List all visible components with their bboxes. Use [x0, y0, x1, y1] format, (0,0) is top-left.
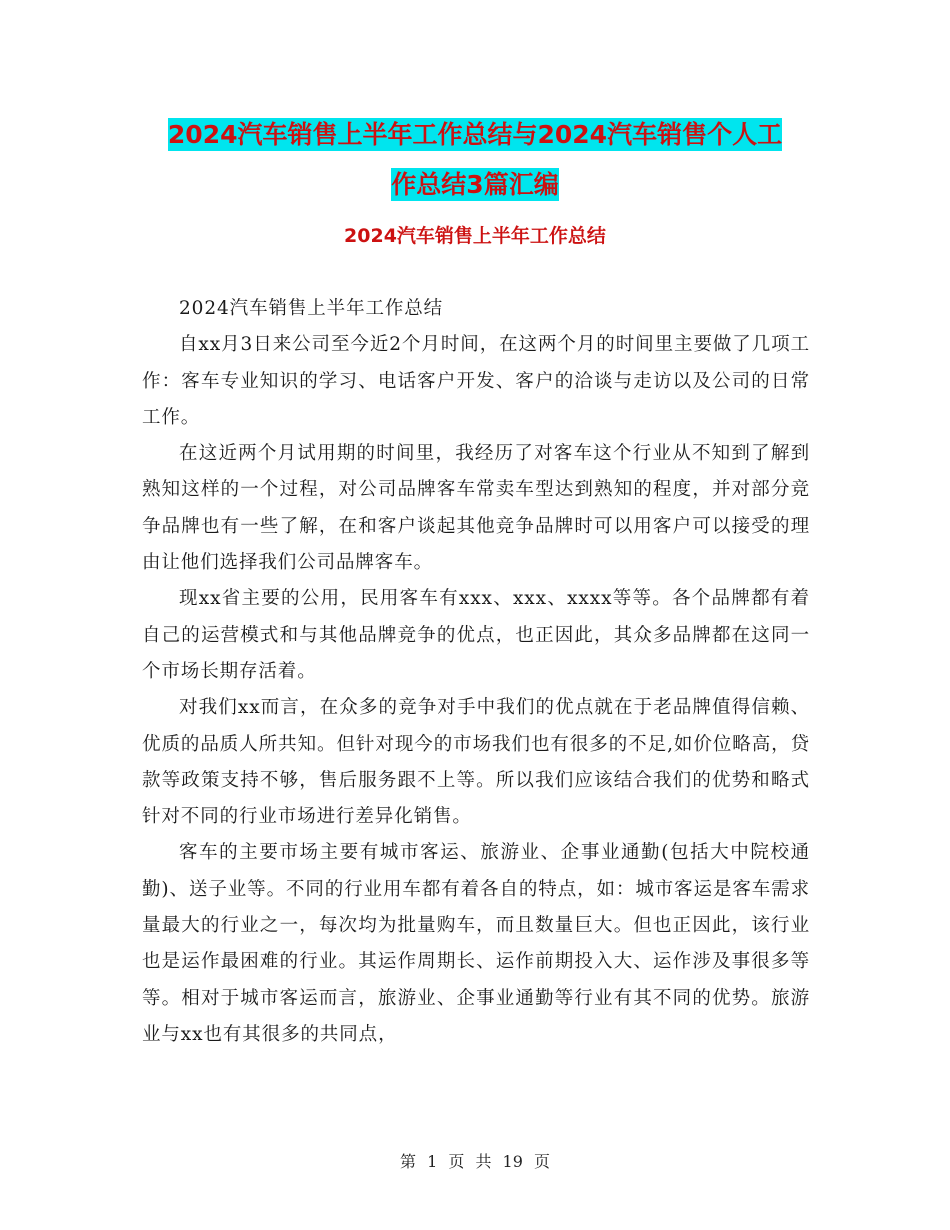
- paragraph: 在这近两个月试用期的时间里，我经历了对客车这个行业从不知到了解到熟知这样的一个过程，对公司品牌客车常卖车型达到熟知的程度，并对部分竞争品牌也有一些了解，在和客户谈起其他竞争品牌时可以用客户可以接受的理由让他们选择我们公司品牌客车。: [142, 443, 810, 574]
- section-title: 2024汽车销售上半年工作总结: [344, 225, 606, 247]
- paragraph: 客车的主要市场主要有城市客运、旅游业、企事业通勤(包括大中院校通勤)、送子业等。不同的行业用车都有着各自的特点，如：城市客运是客车需求量最大的行业之一，每次均为批量购车，而且数量巨大。但也正因此，该行业也是运作最困难的行业。其运作周期长、运作前期投入大、运作涉及事很多等等。相对于城市客运而言，旅游业、企事业通勤等行业有其不同的优势。旅游业与xx也有其很多的共同点，: [142, 842, 810, 1045]
- document-body: [142, 291, 810, 1053]
- document-title-line-2: 作总结3篇汇编: [391, 170, 559, 199]
- paragraph: 现xx省主要的公用，民用客车有xxx、xxx、xxxx等等。各个品牌都有着自己的运营模式和与其他品牌竞争的优点，也正因此，其众多品牌都在这同一个市场长期存活着。: [142, 588, 810, 682]
- paragraph: 自xx月3日来公司至今近2个月时间，在这两个月的时间里主要做了几项工作：客车专业知识的学习、电话客户开发、客户的洽谈与走访以及公司的日常工作。: [142, 334, 810, 428]
- document-title-line-1: 2024汽车销售上半年工作总结与2024汽车销售个人工: [167, 120, 783, 149]
- page-footer: 第 1 页 共 19 页: [400, 1152, 550, 1171]
- paragraph: 2024汽车销售上半年工作总结: [179, 298, 444, 319]
- document-title: [140, 110, 810, 210]
- paragraph: 对我们xx而言，在众多的竞争对手中我们的优点就在于老品牌值得信赖、优质的品质人所共知。但针对现今的市场我们也有很多的不足,如价位略高，贷款等政策支持不够，售后服务跟不上等。所以我们应该结合我们的优势和略式针对不同的行业市场进行差异化销售。: [142, 697, 810, 828]
